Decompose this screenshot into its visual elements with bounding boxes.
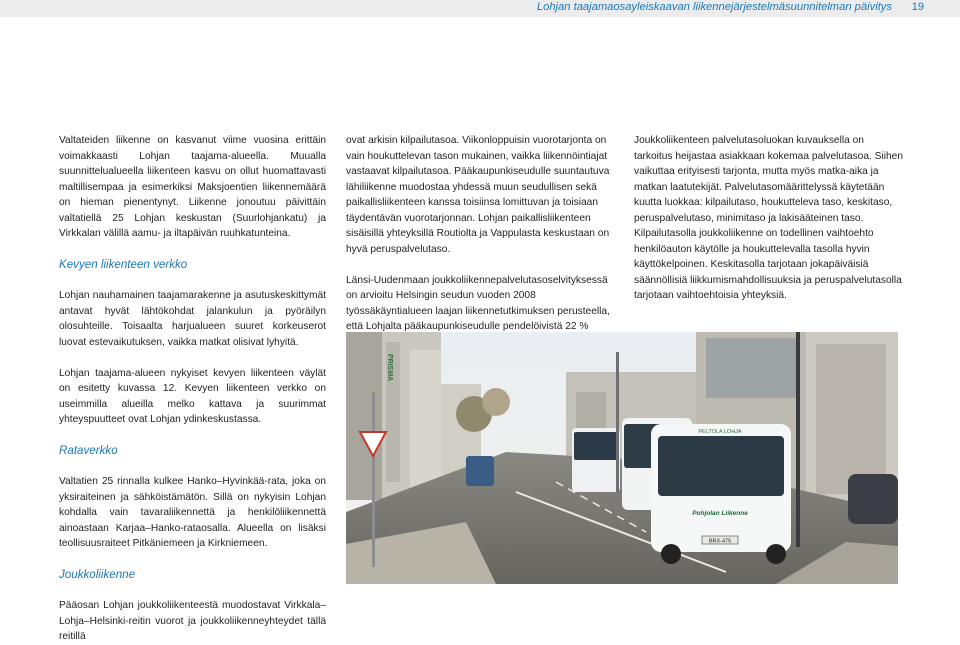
kevyt-paragraph-1: Lohjan nauhamainen taajamarakenne ja asutuskeskittymät antavat hyvät lähtökohdat jalankulun ja pyöräilyn olosuhteille. Toisaalta harjualueen suuret korkeuserot luovat estevaikutuksen, vaikka matkat olisivat lyhyitä. — [59, 290, 326, 348]
bus-brand: Pohjolan Liikenne — [692, 510, 748, 517]
kevyt-paragraph-2: Lohjan taajama-alueen nykyiset kevyen liikenteen väylät on esitetty kuvassa 12. Kevyen liikenteen verkko on useimmilla alueilla melko kattava ja suurimmat yhteyspuutteet ovat Lohjan ydinkeskustassa. — [59, 367, 326, 425]
column2-paragraph-2: Länsi-Uudenmaan joukkoliikennepalvelutasoselvityksessä on arvioitu Helsingin seudun vuoden 2008 työssäkäyntialueen laajan liikennetutkimuksen perusteella, että Lohjalta pääkaupunkiseudulle pendelöivistä 22 % — [346, 274, 610, 332]
text-column-2 — [346, 133, 616, 350]
rata-paragraph: Valtatien 25 rinnalla kulkee Hanko–Hyvinkää-rata, joka on yksiraiteinen ja sähköistämätön. Sillä on nykyisin Lohjan kohdalla vain tavaraliikennettä ja henkilöliikennettä ainoastaan Karjaa–Hanko-rataosalla. Alueella on lisäksi teollisuusraiteet Pitkäniemeen ja Kirkniemeen. — [59, 476, 326, 549]
running-header — [0, 0, 960, 17]
bus-destination-sign: PELTOLA LOHJA — [698, 429, 742, 435]
heading-joukkoliikenne: Joukkoliikenne — [59, 568, 136, 581]
joukko-paragraph: Pääosan Lohjan joukkoliikenteestä muodostavat Virkkala–Lohja–Helsinki-reitin vuorot ja joukkoliikenneyhteydet tällä reitillä — [59, 600, 326, 642]
column3-paragraph-1: Joukkoliikenteen palvelutasoluokan kuvauksella on tarkoitus heijastaa asiakkaan kokemaa palvelutasoa. Siihen vaikuttaa erityisesti tarjonta, mutta myös matka-aika ja matkan laatutekijät. Palvelutasomäärittelyssä käytetään kuutta luokkaa: kilpailutaso, houkutteleva taso, keskitaso, peruspalvelutaso, minimitaso ja lakisääteinen taso. Kilpailutasolla joukkoliikenne on todellinen vaihtoehto henkilöauton käytölle ja houkuttelevalla tasolla hyvin käyttökelpoinen. Keskitasolla tarjotaan jokapäiväisiä säännöllisiä liikkumismahdollisuuksia ja peruspalvelutasolla tarjotaan vaihtoehtoisia yhteyksiä. — [634, 135, 903, 301]
page-number: 19 — [911, 1, 924, 13]
bus-plate: BRX-475 — [708, 538, 732, 545]
intro-paragraph: Valtateiden liikenne on kasvanut viime vuosina erittäin voimakkaasti Lohjan taajama-alueella. Muualla suunnittelualueella liikenteen kasvu on ollut huomattavasti maltillisempaa ja esimerkiksi Maksjoentien liikennemäärä on hieman pienentynyt. Liikenne jonoutuu päivittäin valtatiellä 25 Lohjan keskustan (Suurlohjankatu) ja Virkkalan välillä aamu- ja iltapäivän ruuhkatunteina. — [59, 135, 326, 239]
building-sign: PRISMA — [386, 354, 393, 382]
street-photo-buses — [346, 332, 898, 584]
header-title: Lohjan taajamaosayleiskaavan liikennejärjestelmäsuunnitelman päivitys — [536, 1, 892, 13]
car — [466, 456, 494, 486]
heading-rataverkko: Rataverkko — [59, 444, 118, 457]
text-column-3 — [634, 133, 904, 304]
column2-paragraph-1: ovat arkisin kilpailutasoa. Viikonloppuisin vuorotarjonta on vain houkuttelevan tason mukainen, vaikka liikennöintiajat vastaavat kilpailutasoa. Pääkaupunkiseudulle suuntautuva lähiliikenne muodostaa yhdessä muun seudullisen sekä paikallisliikenteen kanssa toisiinsa lomittuvan ja toisiaan täydentävän vuorotarjonnan. Lohjan paikallisliikenteen sisäisillä yhteyksillä Routiolta ja Vappulasta keskustaan on hyvä peruspalvelutaso. — [346, 135, 610, 255]
text-column-1 — [59, 133, 326, 645]
street-pole — [372, 392, 375, 567]
heading-kevyen-liikenteen-verkko: Kevyen liikenteen verkko — [59, 258, 188, 271]
parked-car — [848, 474, 898, 524]
